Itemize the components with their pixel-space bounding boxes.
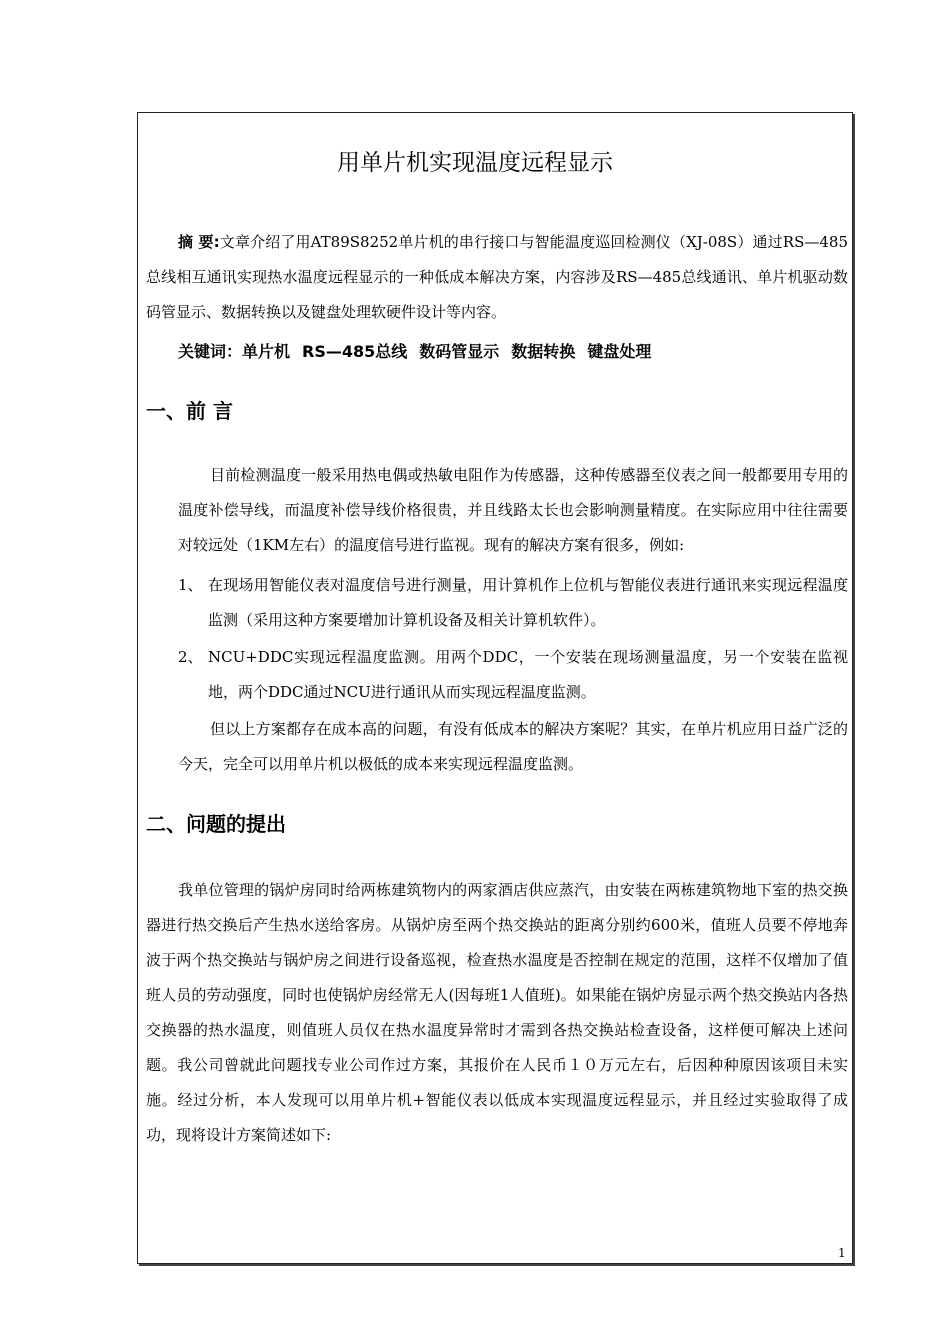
- section-heading-preface: 一、前 言: [146, 399, 233, 423]
- abstract-label: 摘 要:: [178, 233, 220, 251]
- keyword: 键盘处理: [587, 342, 652, 361]
- abstract-text: 文章介绍了用AT89S8252单片机的串行接口与智能温度巡回检测仪（XJ-08S）通过RS—485总线相互通讯实现热水温度远程显示的一种低成本解决方案，内容涉及RS—485总线通讯、单片机驱动数码管显示、数据转换以及键盘处理软硬件设计等内容。: [146, 233, 848, 321]
- preface-conclusion: 但以上方案都存在成本高的问题，有没有低成本的解决方案呢？其实，在单片机应用日益广泛的今天，完全可以用单片机以极低的成本来实现远程温度监测。: [178, 720, 848, 773]
- preface-intro: 目前检测温度一般采用热电偶或热敏电阻作为传感器，这种传感器至仪表之间一般都要用专用的温度补偿导线，而温度补偿导线价格很贵，并且线路太长也会影响测量精度。在实际应用中往往需要对较远处（1KM左右）的温度信号进行监视。现有的解决方案有很多，例如:: [178, 466, 848, 554]
- list-number: 2、: [178, 648, 203, 666]
- section-heading-problem: 二、问题的提出: [146, 812, 286, 836]
- page-number: 1: [838, 1246, 846, 1260]
- list-item: [178, 568, 848, 638]
- document-title: 用单片机实现温度远程显示: [337, 150, 613, 176]
- list-number: 1、: [178, 576, 203, 594]
- list-text: 在现场用智能仪表对温度信号进行测量，用计算机作上位机与智能仪表进行通讯来实现远程温度监测（采用这种方案要增加计算机设备及相关计算机软件）。: [208, 576, 848, 629]
- keyword: 单片机: [242, 342, 291, 361]
- problem-body: 我单位管理的锅炉房同时给两栋建筑物内的两家酒店供应蒸汽，由安装在两栋建筑物地下室的热交换器进行热交换后产生热水送给客房。从锅炉房至两个热交换站的距离分别约600米，值班人员要不停地奔波于两个热交换站与锅炉房之间进行设备巡视，检查热水温度是否控制在规定的范围，这样不仅增加了值班人员的劳动强度，同时也使锅炉房经常无人(因每班1人值班)。如果能在锅炉房显示两个热交换站内各热交换器的热水温度，则值班人员仅在热水温度异常时才需到各热交换站检查设备，这样便可解决上述问题。我公司曾就此问题找专业公司作过方案，其报价在人民币１０万元左右，后因种种原因该项目未实施。经过分析，本人发现可以用单片机+智能仪表以低成本实现温度远程显示，并且经过实验取得了成功，现将设计方案简述如下:: [146, 881, 848, 1144]
- list-item: [178, 640, 848, 710]
- keyword: 数码管显示: [419, 342, 500, 361]
- keywords: [178, 334, 663, 369]
- abstract: [146, 225, 848, 330]
- list-text: NCU+DDC实现远程温度监测。用两个DDC，一个安装在现场测量温度，另一个安装在监视地，两个DDC通过NCU进行通讯从而实现远程温度监测。: [208, 648, 848, 701]
- keyword: 数据转换: [511, 342, 576, 361]
- keywords-label: 关键词：: [178, 342, 243, 361]
- keyword: RS—485总线: [302, 342, 408, 361]
